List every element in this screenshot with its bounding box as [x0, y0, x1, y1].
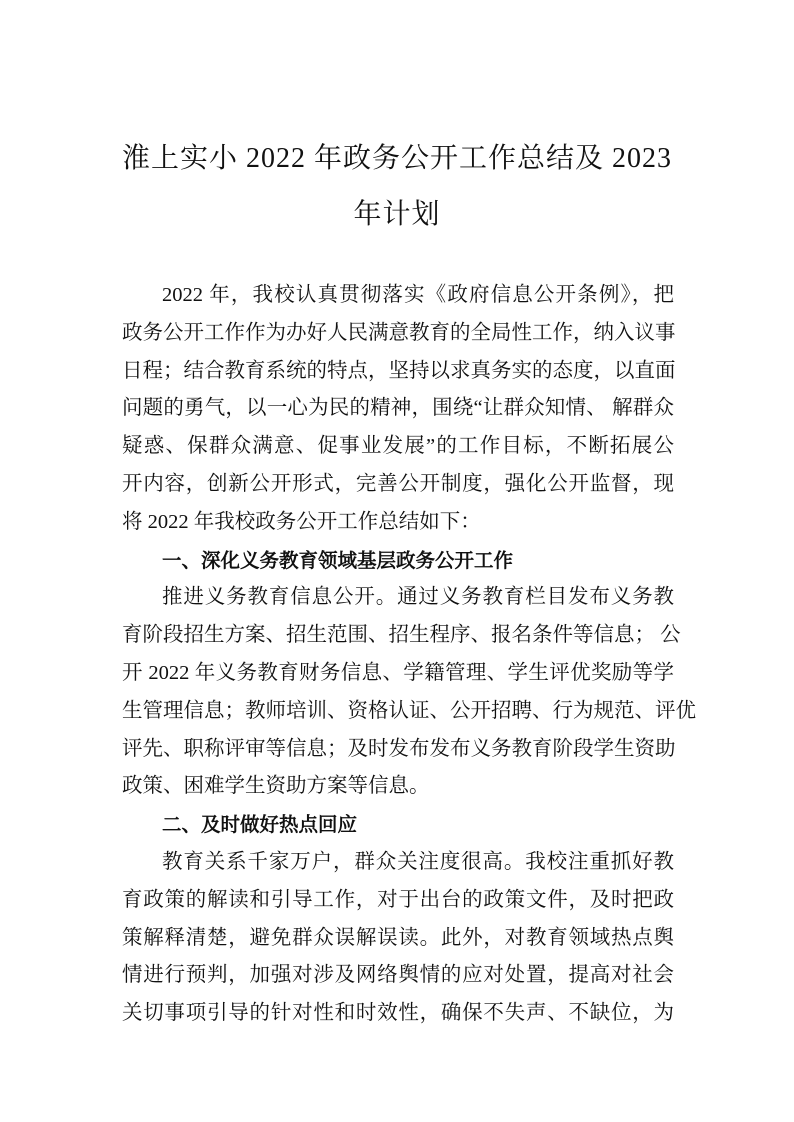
text-line: 教育关系千家万户，群众关注度很高。我校注重抓好教 [162, 850, 674, 873]
text-line: 情进行预判，加强对涉及网络舆情的应对处置，提高对社会 [122, 964, 674, 987]
document-body [122, 277, 696, 1033]
text-line: 生管理信息；教师培训、资格认证、公开招聘、行为规范、评优 [122, 699, 696, 722]
text-line: 疑惑、保群众满意、促事业发展”的工作目标，不断拓展公 [122, 435, 674, 458]
text-line: 育阶段招生方案、招生范围、招生程序、报名条件等信息； 公 [122, 624, 681, 647]
section-2-paragraph [122, 844, 674, 1033]
text-line: 将 2022 年我校政务公开工作总结如下： [122, 510, 481, 533]
intro-paragraph [122, 277, 674, 542]
document-title-line-1: 淮上实小 2022 年政务公开工作总结及 2023 [121, 143, 672, 174]
section-2-heading: 二、及时做好热点回应 [162, 813, 358, 837]
text-line: 政务公开工作作为办好人民满意教育的全局性工作，纳入议事 [122, 321, 676, 344]
text-line: 问题的勇气，以一心为民的精神，围绕“让群众知情、 解群众 [122, 397, 674, 420]
text-line: 推进义务教育信息公开。通过义务教育栏目发布义务教 [162, 586, 674, 609]
text-line: 开 2022 年义务教育财务信息、学籍管理、学生评优奖励等学 [122, 661, 674, 684]
text-line: 评先、职称评审等信息；及时发布发布义务教育阶段学生资助 [122, 737, 676, 760]
section-1-paragraph [122, 579, 696, 806]
document-title-line-2: 年计划 [353, 199, 441, 230]
text-line: 开内容，创新公开形式，完善公开制度，强化公开监督，现 [122, 472, 674, 495]
text-line: 日程；结合教育系统的特点，坚持以求真务实的态度，以直面 [122, 359, 676, 382]
text-line: 策解释清楚，避免群众误解误读。此外，对教育领域热点舆 [122, 926, 674, 949]
text-line: 关切事项引导的针对性和时效性，确保不失声、不缺位，为 [122, 1002, 674, 1025]
text-line: 政策、困难学生资助方案等信息。 [122, 775, 430, 798]
text-line: 育政策的解读和引导工作，对于出台的政策文件，及时把政 [122, 888, 674, 911]
section-1-heading: 一、深化义务教育领域基层政务公开工作 [162, 548, 514, 572]
text-line: 2022 年，我校认真贯彻落实《政府信息公开条例》，把 [162, 284, 674, 306]
